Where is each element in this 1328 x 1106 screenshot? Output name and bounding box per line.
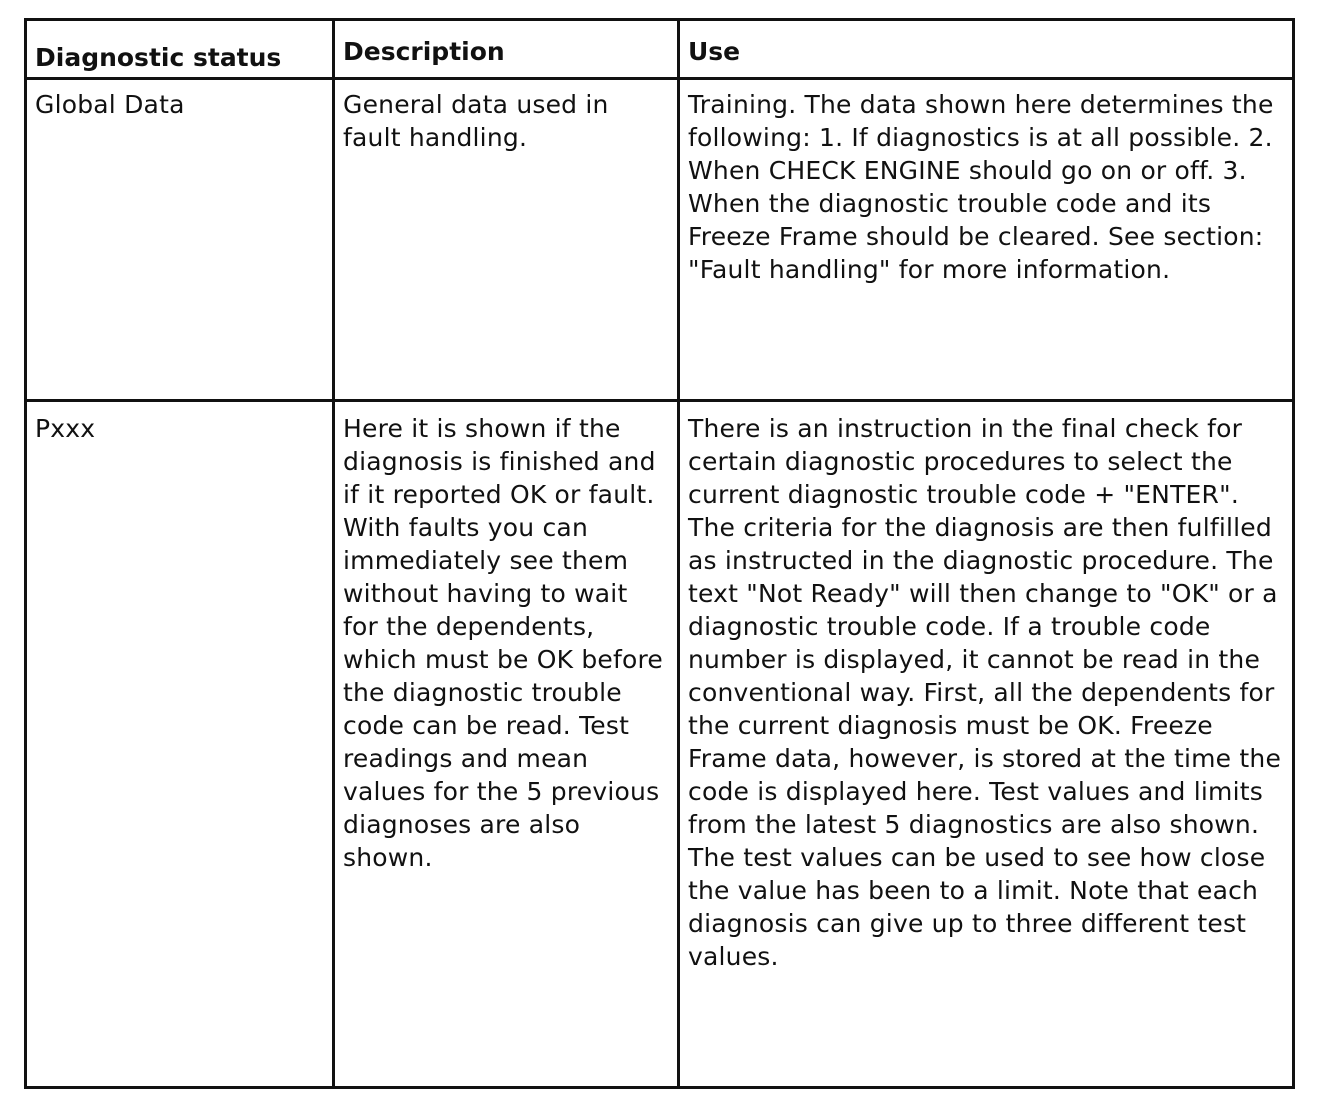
cell-status: Pxxx: [26, 401, 334, 1088]
header-description: Description: [334, 20, 679, 79]
cell-status: Global Data: [26, 79, 334, 401]
table-row: [26, 79, 1294, 401]
cell-use: Training. The data shown here determines the following: 1. If diagnostics is at all possible. 2. When CHECK ENGINE should go on or off. 3. When the diagnostic trouble code and its Freeze Frame should be cleared. See section: "Fault handling" for more information.: [679, 79, 1294, 401]
table-header: [26, 20, 1294, 79]
diagnostic-status-table: [24, 18, 1295, 1089]
cell-description: General data used in fault handling.: [334, 79, 679, 401]
cell-use: There is an instruction in the final check for certain diagnostic procedures to select the current diagnostic trouble code + "ENTER". The criteria for the diagnosis are then fulfilled as instructed in the diagnostic procedure. The text "Not Ready" will then change to "OK" or a diagnostic trouble code. If a trouble code number is displayed, it cannot be read in the conventional way. First, all the dependents for the current diagnosis must be OK. Freeze Frame data, however, is stored at the time the code is displayed here. Test values and limits from the latest 5 diagnostics are also shown. The test values can be used to see how close the value has been to a limit. Note that each diagnosis can give up to three different test values.: [679, 401, 1294, 1088]
table-row: [26, 401, 1294, 1088]
header-row: [26, 20, 1294, 79]
table-body: [26, 79, 1294, 1088]
header-diagnostic-status: Diagnostic status: [26, 20, 334, 79]
header-use: Use: [679, 20, 1294, 79]
cell-description: Here it is shown if the diagnosis is finished and if it reported OK or fault. With faults you can immediately see them without having to wait for the dependents, which must be OK before the diagnostic trouble code can be read. Test readings and mean values for the 5 previous diagnoses are also shown.: [334, 401, 679, 1088]
